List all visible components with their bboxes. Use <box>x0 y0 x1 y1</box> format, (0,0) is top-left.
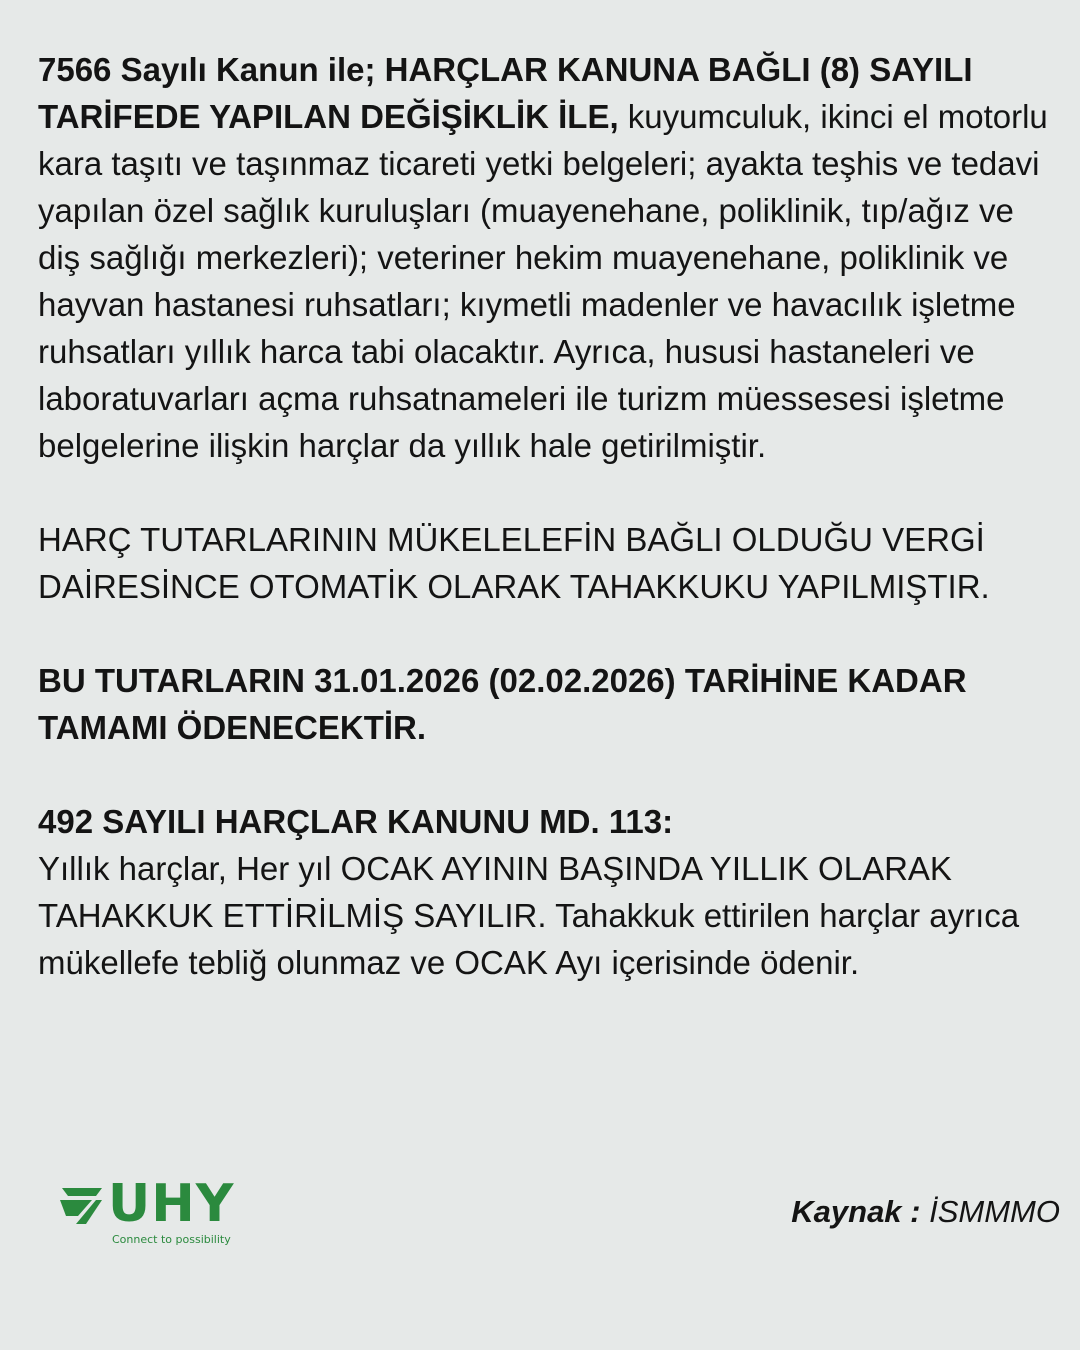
logo-wordmark: UHY <box>108 1174 235 1234</box>
paragraph-law-article <box>38 798 1058 986</box>
source-credit <box>791 1192 1060 1232</box>
law-article-text: Yıllık harçlar, Her yıl OCAK AYININ BAŞINDA YILLIK OLARAK TAHAKKUK ETTİRİLMİŞ SAYILIR. Tahakkuk ettirilen harçlar ayrıca mükellefe tebliğ olunmaz ve OCAK Ayı içerisinde ödenir. <box>38 850 1020 981</box>
uhy-logo-mark-icon <box>60 1186 104 1226</box>
source-value: İSMMMO <box>920 1194 1060 1229</box>
logo-tagline: Connect to possibility <box>112 1233 231 1246</box>
uhy-logo <box>60 1174 260 1250</box>
law-article-heading: 492 SAYILI HARÇLAR KANUNU MD. 113: <box>38 803 674 840</box>
paragraph-accrual-notice: HARÇ TUTARLARININ MÜKELELEFİN BAĞLI OLDUĞU VERGİ DAİRESİNCE OTOMATİK OLARAK TAHAKKUKU YAPILMIŞTIR. <box>38 521 990 605</box>
paragraph-law-change <box>38 46 1058 469</box>
source-label: Kaynak : <box>791 1194 921 1229</box>
law-change-text: kuyumculuk, ikinci el motorlu kara taşıtı ve taşınmaz ticareti yetki belgeleri; ayakta teşhis ve tedavi yapılan özel sağlık kuruluşları (muayenehane, poliklinik, tıp/ağız ve diş sağlığı merkezleri); veteriner hekim muayenehane, poliklinik ve hayvan hastanesi ruhsatları; kıymetli madenler ve havacılık işletme ruhsatları yıllık harca tabi olacaktır. Ayrıca, hususi hastaneleri ve laboratuvarları açma ruhsatnameleri ile turizm müessesesi işletme belgelerine ilişkin harçlar da yıllık hale getirilmiştir. <box>38 98 1048 464</box>
announcement-body <box>38 46 1058 986</box>
law-change-heading: 7566 Sayılı Kanun ile; HARÇLAR KANUNA BAĞLI (8) SAYILI TARİFEDE YAPILAN DEĞİŞİKLİK İLE, <box>38 51 973 135</box>
paragraph-payment-deadline: BU TUTARLARIN 31.01.2026 (02.02.2026) TARİHİNE KADAR TAMAMI ÖDENECEKTİR. <box>38 662 967 746</box>
